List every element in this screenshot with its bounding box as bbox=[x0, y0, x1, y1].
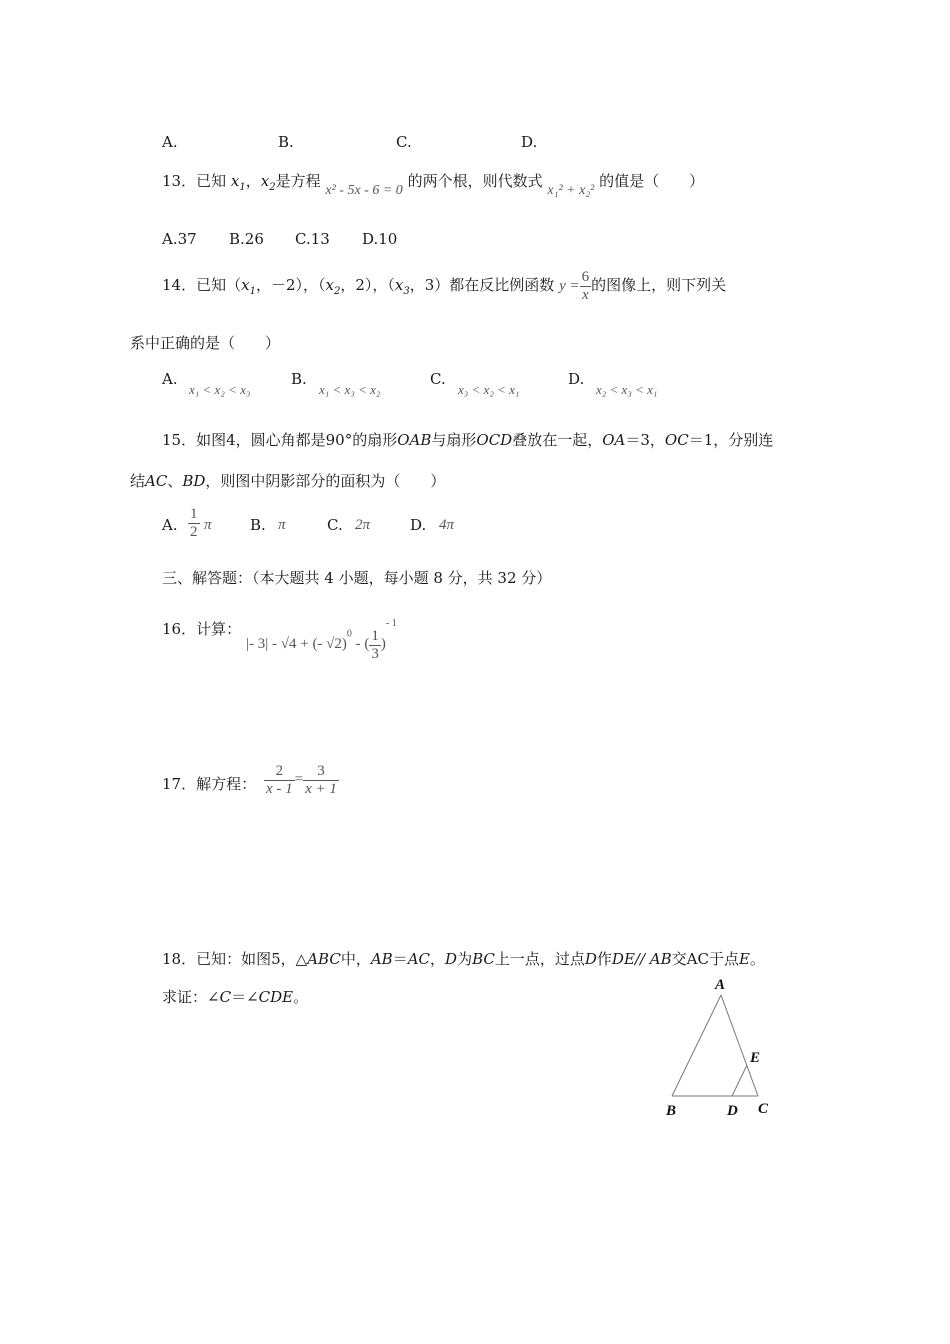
question-18 bbox=[162, 948, 765, 969]
q17-left-den: x - 1 bbox=[266, 780, 293, 797]
side-ab bbox=[672, 995, 721, 1096]
label-c: C bbox=[758, 1101, 769, 1117]
q12-opt-c: C. bbox=[396, 133, 412, 151]
section-3-heading: 三、解答题：（本大题共 4 小题，每小题 8 分，共 32 分） bbox=[162, 569, 552, 587]
q14-opt-a-label: A. bbox=[162, 370, 178, 388]
q14-y: y = bbox=[559, 278, 580, 294]
q18-text-8: 交AC于点 bbox=[671, 950, 739, 968]
q15-text-1: 如图4，圆心角都是90°的扇形 bbox=[196, 431, 398, 449]
q13-text-1: 已知 bbox=[196, 172, 227, 190]
q13-text-3: 是方程 bbox=[275, 172, 321, 190]
label-d: D bbox=[727, 1103, 738, 1119]
q14-frac-num: 6 bbox=[581, 269, 590, 285]
q12-opt-a: A. bbox=[162, 133, 178, 151]
q15-opt-b-value: π bbox=[278, 517, 286, 533]
q15-options bbox=[162, 506, 482, 550]
question-15 bbox=[162, 429, 773, 450]
q18-number: 18． bbox=[162, 950, 197, 968]
q15-line-2 bbox=[130, 470, 445, 491]
q16-frac-num: 1 bbox=[371, 628, 379, 644]
q15-l2-text-1: 结 bbox=[130, 472, 146, 490]
q14-text-2: ，－2），（ bbox=[255, 276, 326, 294]
q18-prove-1: 求证：∠ bbox=[162, 988, 220, 1006]
q18-text-5: 为 bbox=[457, 950, 473, 968]
q18-abc: ABC bbox=[307, 950, 341, 968]
q18-text-7: 作 bbox=[596, 950, 612, 968]
q15-opt-c-label: C. bbox=[327, 516, 343, 534]
q14-line-2: 系中正确的是（ ） bbox=[130, 334, 281, 352]
q12-opt-b: B. bbox=[278, 133, 294, 151]
segment-de bbox=[732, 1065, 747, 1096]
q18-cde: CDE bbox=[258, 988, 294, 1006]
q14-text-4: ，3）都在反比例函数 bbox=[409, 276, 555, 294]
label-a: A bbox=[715, 977, 726, 993]
q17-number: 17．解方程： bbox=[162, 775, 257, 793]
q16-part-2: - ( bbox=[351, 636, 370, 653]
q15-l2-text-2: 、 bbox=[167, 472, 183, 490]
q17-fraction-left bbox=[264, 763, 295, 797]
q15-opt-b-label: B. bbox=[250, 516, 266, 534]
q16-frac-den: 3 bbox=[371, 645, 379, 662]
q14-text-1: 已知（ bbox=[196, 276, 242, 294]
q16-sup-0: 0 bbox=[346, 628, 352, 640]
q15-opt-a-label: A. bbox=[162, 516, 178, 534]
q18-text-1: 已知：如图5，△ bbox=[196, 950, 308, 968]
q14-opt-c-label: C. bbox=[430, 370, 446, 388]
q14-fraction bbox=[580, 269, 592, 303]
q14-opt-d-expr: x₂ < x₃ < x₁ bbox=[596, 382, 658, 397]
q13-text-4: 的两个根，则代数式 bbox=[407, 172, 543, 190]
q14-opt-b-label: B. bbox=[291, 370, 307, 388]
q15-l2-text-3: ，则图中阴影部分的面积为（ ） bbox=[205, 472, 446, 490]
q13-opt-c: C.13 bbox=[295, 230, 330, 248]
q18-e: E bbox=[738, 950, 750, 968]
q17-equation bbox=[264, 763, 339, 797]
q16-part-3: ) bbox=[380, 636, 386, 653]
question-13 bbox=[162, 170, 705, 198]
q14-x3: $x_3$ bbox=[394, 276, 410, 297]
q18-ab: AB bbox=[370, 950, 393, 968]
question-16 bbox=[162, 618, 241, 639]
q16-expression bbox=[246, 618, 397, 662]
q15-opt-d-value: 4π bbox=[439, 517, 455, 533]
label-e: E bbox=[750, 1050, 761, 1066]
q14-x1: $x_1$ bbox=[241, 276, 256, 297]
q18-text-9: 。 bbox=[749, 950, 765, 968]
q14-text-3: ，2），（ bbox=[340, 276, 395, 294]
q14-text-5: 的图像上，则下列关 bbox=[591, 276, 727, 294]
q18-bc: BC bbox=[472, 950, 495, 968]
question-17 bbox=[162, 773, 256, 794]
q15-oa: OA bbox=[602, 431, 626, 449]
q18-d2: D bbox=[584, 950, 597, 968]
label-b: B bbox=[666, 1103, 677, 1119]
q13-expression: x₁² + x₂² bbox=[547, 183, 595, 198]
q15-ac: AC bbox=[145, 472, 168, 490]
q18-text-3: ＝ bbox=[392, 950, 408, 968]
q15-bd: BD bbox=[182, 472, 206, 490]
q18-c: C bbox=[219, 988, 232, 1006]
q17-left-num: 2 bbox=[275, 763, 284, 779]
q17-right-den: x + 1 bbox=[305, 780, 337, 797]
q18-prove bbox=[162, 986, 308, 1007]
q13-x2: $x_2$ bbox=[260, 172, 276, 193]
q13-equation: x² - 5x - 6 = 0 bbox=[325, 183, 403, 198]
q18-d: D bbox=[445, 950, 458, 968]
q15-oc: OC bbox=[664, 431, 689, 449]
figure-5-triangle bbox=[655, 975, 795, 1125]
q14-frac-den: x bbox=[580, 286, 592, 304]
q12-opt-d: D. bbox=[521, 133, 538, 151]
q13-opt-b: B.26 bbox=[229, 230, 264, 248]
q15-oab: OAB bbox=[397, 431, 432, 449]
q16-number: 16．计算： bbox=[162, 620, 242, 638]
q18-ac: AC bbox=[407, 950, 431, 968]
q15-text-4: ＝3， bbox=[625, 431, 665, 449]
q14-opt-c-expr: x₃ < x₂ < x₁ bbox=[458, 382, 520, 397]
q18-text-2: 中， bbox=[340, 950, 371, 968]
q17-equals: = bbox=[294, 771, 304, 788]
q13-x1: $x_1$ bbox=[230, 172, 246, 193]
q18-text-4: ， bbox=[430, 950, 446, 968]
q13-text-2: ， bbox=[245, 172, 261, 190]
q16-fraction bbox=[369, 628, 381, 662]
q14-opt-a-expr: x₁ < x₂ < x₃ bbox=[189, 382, 251, 397]
q15-opt-a-fraction bbox=[188, 506, 200, 540]
question-14 bbox=[162, 268, 726, 309]
q18-de: DE// AB bbox=[611, 950, 672, 968]
q15-opt-a-den: 2 bbox=[190, 523, 198, 540]
q17-right-num: 3 bbox=[317, 763, 325, 779]
q17-fraction-right bbox=[303, 763, 339, 797]
q15-opt-a-num: 1 bbox=[190, 506, 198, 522]
q13-opt-d: D.10 bbox=[362, 230, 398, 248]
q16-sup-neg-1: - 1 bbox=[385, 618, 397, 630]
q13-text-5: 的值是（ ） bbox=[599, 172, 705, 190]
q16-part-1: |- 3| - √4 + (- √2) bbox=[246, 636, 347, 653]
q15-opt-a-pi: π bbox=[204, 517, 212, 533]
q15-number: 15． bbox=[162, 431, 197, 449]
q18-text-6: 上一点，过点 bbox=[494, 950, 585, 968]
q15-text-2: 与扇形 bbox=[431, 431, 477, 449]
q14-options bbox=[162, 370, 722, 402]
q14-opt-b-expr: x₁ < x₃ < x₂ bbox=[319, 382, 381, 397]
q15-text-3: 叠放在一起， bbox=[512, 431, 603, 449]
q15-ocd: OCD bbox=[476, 431, 513, 449]
q13-number: 13． bbox=[162, 172, 197, 190]
q15-text-5: ＝1，分别连 bbox=[688, 431, 774, 449]
q14-number: 14． bbox=[162, 276, 197, 294]
q18-prove-3: 。 bbox=[293, 988, 309, 1006]
q15-opt-d-label: D. bbox=[410, 516, 427, 534]
q13-opt-a: A.37 bbox=[162, 230, 197, 248]
q15-opt-c-value: 2π bbox=[355, 517, 371, 533]
q14-x2: $x_2$ bbox=[325, 276, 341, 297]
q18-prove-2: ＝∠ bbox=[231, 988, 259, 1006]
q14-opt-d-label: D. bbox=[568, 370, 585, 388]
